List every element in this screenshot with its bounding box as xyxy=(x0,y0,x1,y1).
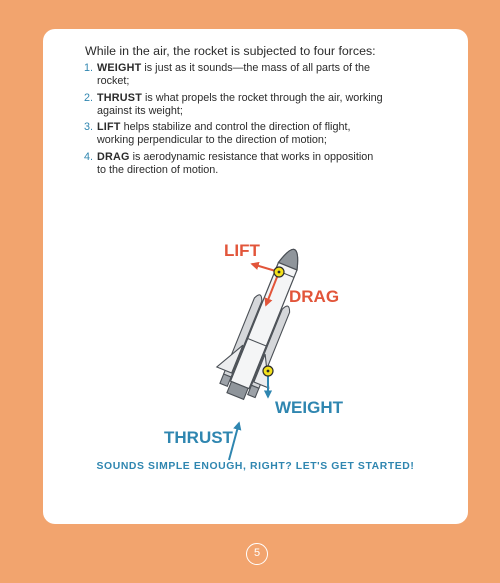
thrust-label: THRUST xyxy=(164,428,233,447)
item-number: 1. xyxy=(84,62,94,74)
rocket-illustration xyxy=(209,239,320,406)
closing-banner: SOUNDS SIMPLE ENOUGH, RIGHT? LET'S GET STARTED! xyxy=(96,461,415,472)
page-number: 5 xyxy=(246,543,268,565)
force-description: is just as it sounds—the mass of all parts of the rocket; xyxy=(97,62,371,87)
force-term: WEIGHT xyxy=(97,62,142,74)
item-number: 2. xyxy=(84,91,94,104)
force-description: helps stabilize and control the direction of flight, working perpendicular to the direction of motion; xyxy=(97,121,351,146)
drag-label: DRAG xyxy=(289,287,340,306)
force-description: is aerodynamic resistance that works in opposition to the direction of motion. xyxy=(97,150,374,176)
intro-text: While in the air, the rocket is subjected to four forces: xyxy=(85,44,376,58)
lift-label: LIFT xyxy=(224,241,260,260)
item-number: 4. xyxy=(84,150,94,163)
force-term: THRUST xyxy=(97,91,142,104)
force-description: is what propels the rocket through the air, working against its weight; xyxy=(97,91,383,117)
weight-label: WEIGHT xyxy=(275,398,343,417)
item-number: 3. xyxy=(84,121,94,133)
force-term: LIFT xyxy=(97,121,121,133)
force-term: DRAG xyxy=(97,150,130,163)
